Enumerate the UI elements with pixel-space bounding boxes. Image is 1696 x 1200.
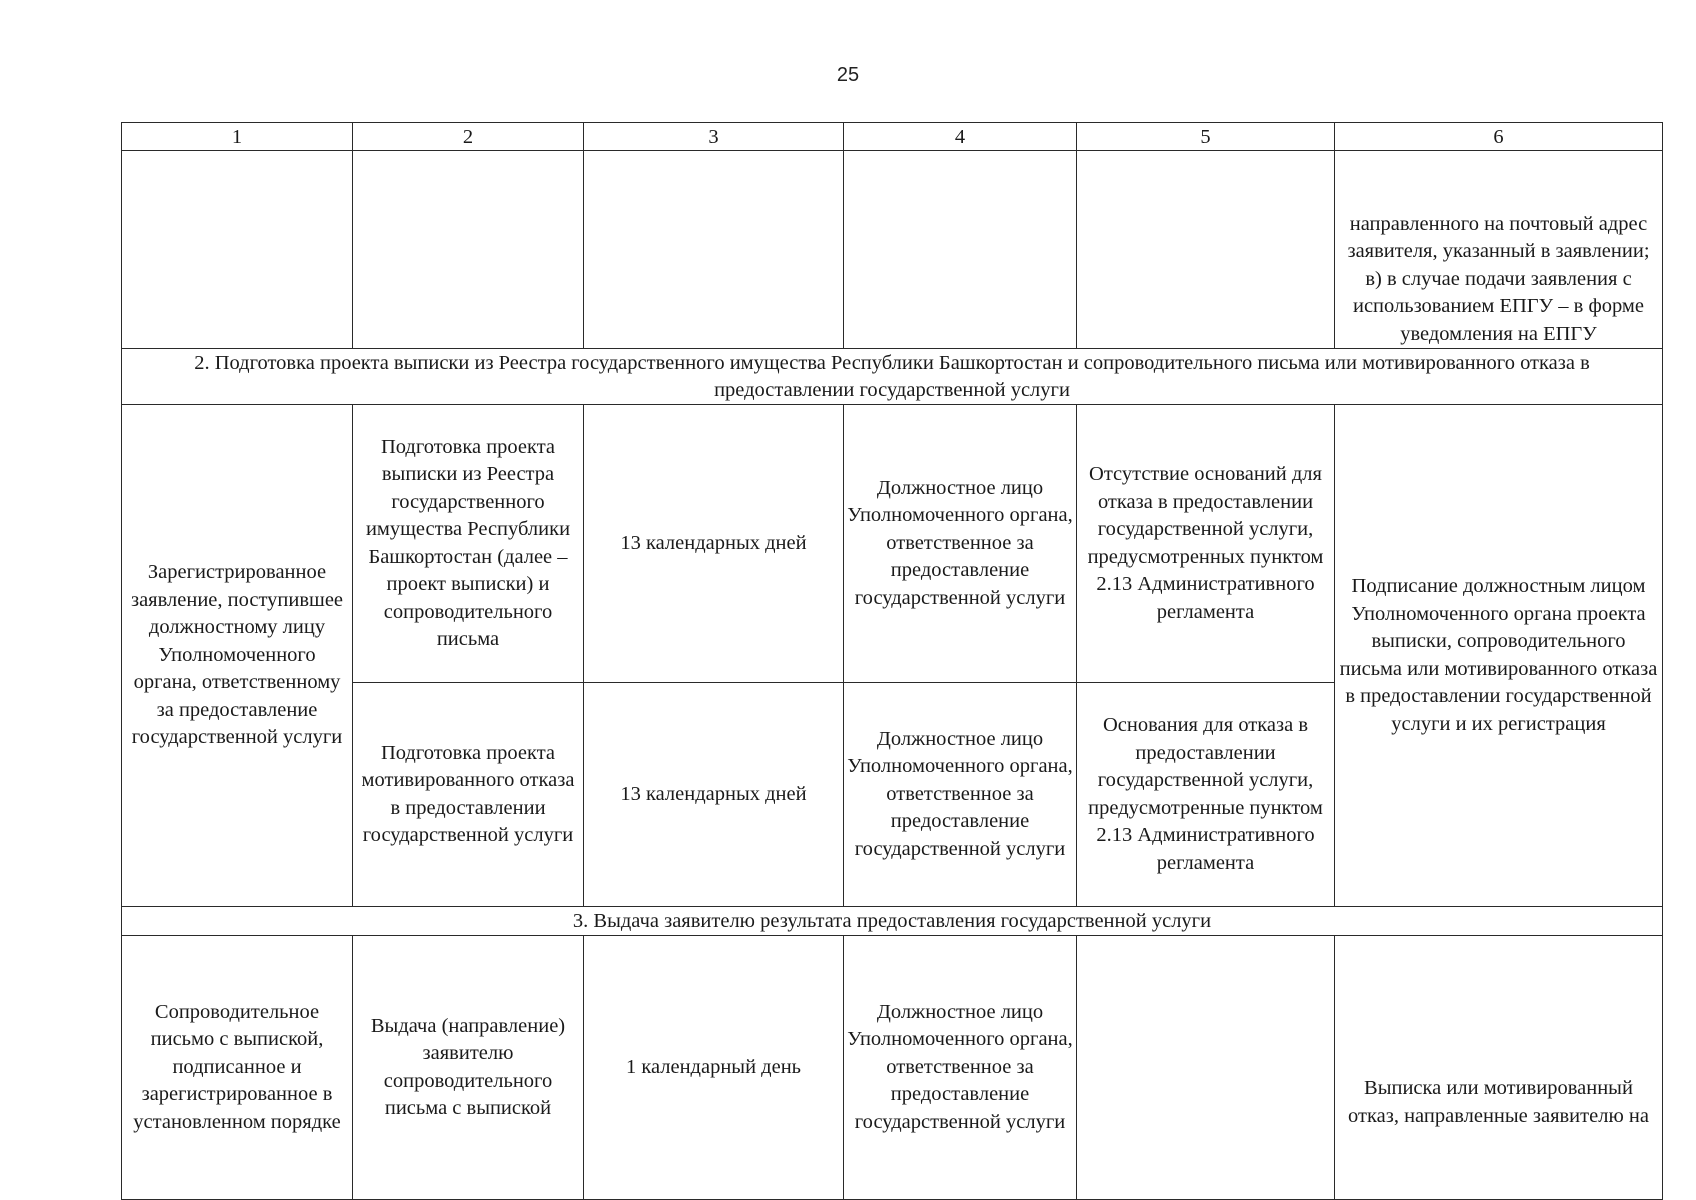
section-3-result: Выписка или мотивированный отказ, направленные заявителю на bbox=[1335, 936, 1663, 1200]
section-2-row-2-term: 13 календарных дней bbox=[584, 683, 844, 907]
continuation-cell-3 bbox=[584, 151, 844, 349]
section-2-row-1-action: Подготовка проекта выписки из Реестра государственного имущества Республики Башкортостан (далее – проект выписки) и сопроводительного письма bbox=[353, 405, 584, 683]
section-3-responsible: Должностное лицо Уполномоченного органа, ответственное за предоставление государственной услуги bbox=[844, 936, 1077, 1200]
section-3-criteria bbox=[1077, 936, 1335, 1200]
section-2-row-1-term: 13 календарных дней bbox=[584, 405, 844, 683]
section-2-header-row bbox=[122, 349, 1663, 405]
continuation-cell-6: направленного на почтовый адрес заявителя, указанный в заявлении; в) в случае подачи заявления с использованием ЕПГУ – в форме уведомления на ЕПГУ bbox=[1335, 151, 1663, 349]
column-number-row bbox=[122, 123, 1663, 151]
column-number-1: 1 bbox=[122, 123, 353, 151]
section-2-row-2-action: Подготовка проекта мотивированного отказа в предоставлении государственной услуги bbox=[353, 683, 584, 907]
continuation-row bbox=[122, 151, 1663, 349]
section-3-term: 1 календарный день bbox=[584, 936, 844, 1200]
section-2-title: 2. Подготовка проекта выписки из Реестра государственного имущества Республики Башкортостан и сопроводительного письма или мотивированного отказа в предоставлении государственной услуги bbox=[122, 349, 1663, 405]
section-2-row-2-responsible: Должностное лицо Уполномоченного органа, ответственное за предоставление государственной услуги bbox=[844, 683, 1077, 907]
section-2-row-1-criteria: Отсутствие оснований для отказа в предоставлении государственной услуги, предусмотренных пунктом 2.13 Административного регламента bbox=[1077, 405, 1335, 683]
column-number-4: 4 bbox=[844, 123, 1077, 151]
section-3-title: 3. Выдача заявителю результата предоставления государственной услуги bbox=[122, 907, 1663, 936]
continuation-cell-5 bbox=[1077, 151, 1335, 349]
section-3-row bbox=[122, 936, 1663, 1200]
section-2-result: Подписание должностным лицом Уполномоченного органа проекта выписки, сопроводительного письма или мотивированного отказа в предоставлении государственной услуги и их регистрация bbox=[1335, 405, 1663, 907]
continuation-cell-4 bbox=[844, 151, 1077, 349]
section-3-header-row bbox=[122, 907, 1663, 936]
column-number-5: 5 bbox=[1077, 123, 1335, 151]
section-3-input-document: Сопроводительное письмо с выпиской, подписанное и зарегистрированное в установленном порядке bbox=[122, 936, 353, 1200]
section-2-row-1-responsible: Должностное лицо Уполномоченного органа, ответственное за предоставление государственной услуги bbox=[844, 405, 1077, 683]
column-number-3: 3 bbox=[584, 123, 844, 151]
column-number-2: 2 bbox=[353, 123, 584, 151]
section-3-action: Выдача (направление) заявителю сопроводительного письма с выпиской bbox=[353, 936, 584, 1200]
section-2-row-1 bbox=[122, 405, 1663, 683]
column-number-6: 6 bbox=[1335, 123, 1663, 151]
page-number: 25 bbox=[836, 64, 860, 86]
section-2-row-2-criteria: Основания для отказа в предоставлении государственной услуги, предусмотренные пунктом 2.13 Административного регламента bbox=[1077, 683, 1335, 907]
continuation-cell-2 bbox=[353, 151, 584, 349]
procedure-table bbox=[121, 122, 1663, 1200]
section-2-input-document: Зарегистрированное заявление, поступившее должностному лицу Уполномоченного органа, ответственному за предоставление государственной услуги bbox=[122, 405, 353, 907]
continuation-cell-1 bbox=[122, 151, 353, 349]
